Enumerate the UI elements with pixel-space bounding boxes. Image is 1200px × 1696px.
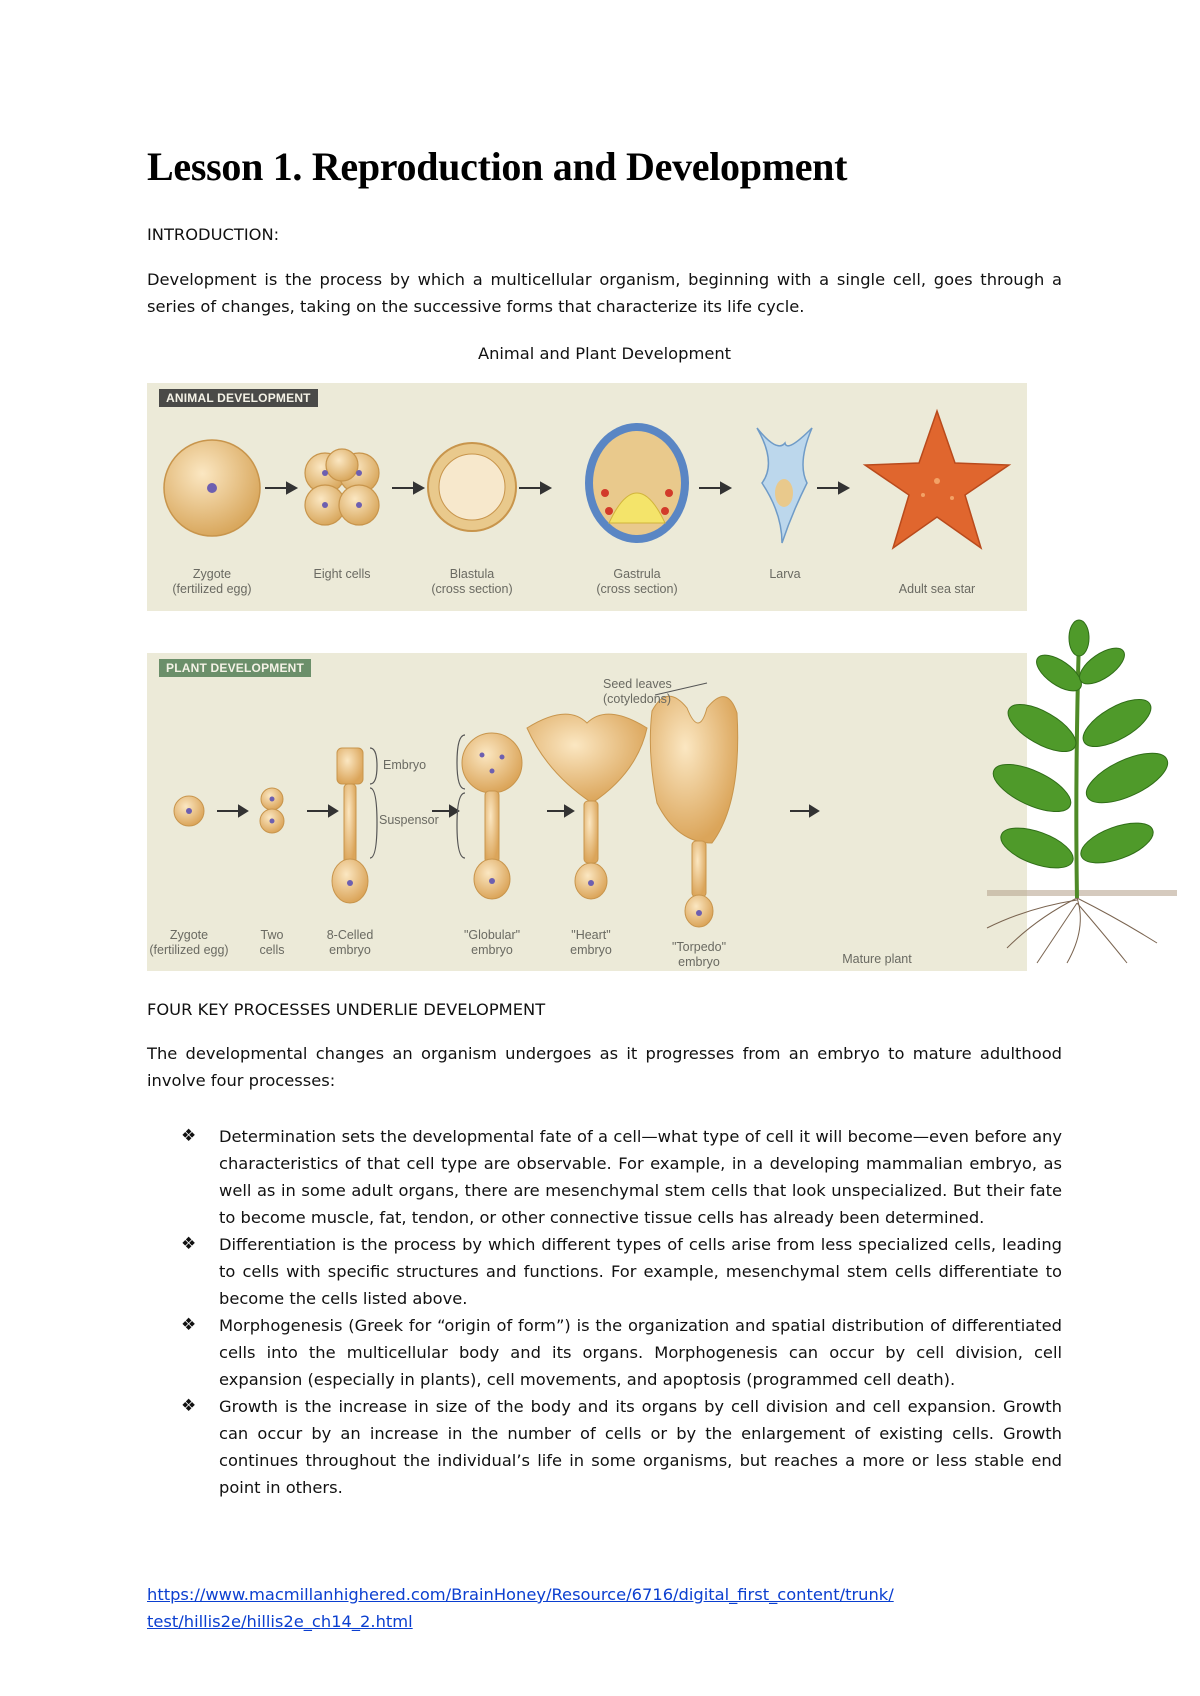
- stage-line: Adult sea star: [898, 582, 976, 596]
- stage-line: Zygote: [169, 928, 209, 942]
- animal-development-label: ANIMAL DEVELOPMENT: [159, 389, 318, 407]
- larva-graphic: [757, 428, 812, 543]
- embryo-label: Embryo: [383, 758, 427, 772]
- blastula-graphic: [428, 443, 516, 531]
- plant-zygote-graphic: [174, 796, 204, 826]
- cotyledons-text: (cotyledons): [603, 692, 672, 706]
- stage-line: Zygote: [192, 567, 232, 581]
- list-item-text: Growth is the increase in size of the body and its organs by cell division and cell expansion. Growth can occur by an increase in the number of cells or by the enlargement of existing cells. Growth continues throughout the individual’s life in some organisms, but reaches a more or less stable end point in others.: [219, 1397, 1062, 1497]
- animal-stage-label-4: [577, 567, 697, 597]
- stage-line: (fertilized egg): [172, 582, 252, 596]
- plant-stage-label-3: [290, 928, 410, 958]
- plant-stage-label-5: [531, 928, 651, 958]
- source-link[interactable]: [147, 1581, 894, 1635]
- seed-leaves-text: Seed leaves: [603, 677, 672, 691]
- sea-star-graphic: [865, 411, 1009, 548]
- stage-line: Two: [260, 928, 284, 942]
- stage-line: (cross section): [431, 582, 513, 596]
- heart-embryo-graphic: [527, 714, 647, 899]
- animal-stage-label-6: [877, 582, 997, 597]
- section-paragraph: The developmental changes an organism undergoes as it progresses from an embryo to mature adulthood involve four processes:: [147, 1044, 1062, 1090]
- mature-plant-graphic: [967, 618, 1200, 968]
- stage-line: (cross section): [596, 582, 678, 596]
- list-item: [147, 1393, 1062, 1501]
- source-link-line-2[interactable]: test/hillis2e/hillis2e_ch14_2.html: [147, 1612, 413, 1631]
- stage-line: "Globular": [463, 928, 521, 942]
- two-cells-graphic: [260, 788, 284, 833]
- eight-cells-graphic: [305, 449, 379, 525]
- embryo-suspensor-brackets: [370, 735, 465, 858]
- stage-line: Gastrula: [613, 567, 661, 581]
- animal-stage-label-1: [152, 567, 272, 597]
- gastrula-graphic: [585, 423, 689, 543]
- stage-line: Mature plant: [842, 952, 912, 966]
- zygote-graphic: [164, 440, 260, 536]
- stage-line: 8-Celled: [326, 928, 374, 942]
- process-list: [147, 1123, 1062, 1501]
- list-item: [147, 1312, 1062, 1393]
- plant-development-illustration: [147, 653, 1027, 971]
- stage-line: cells: [259, 943, 285, 957]
- stage-line: embryo: [471, 943, 513, 957]
- animal-stage-label-3: [412, 567, 532, 597]
- stage-line: "Torpedo": [671, 940, 727, 954]
- stage-line: embryo: [678, 955, 720, 969]
- diamond-bullet-icon: ❖: [181, 1315, 197, 1335]
- page-title: Lesson 1. Reproduction and Development: [147, 144, 848, 189]
- intro-heading: INTRODUCTION:: [147, 225, 280, 244]
- stage-line: "Heart": [571, 928, 611, 942]
- leaves-graphic: [987, 620, 1175, 876]
- list-item-text: Determination sets the developmental fate of a cell—what type of cell it will become—even before any characteristics of that cell type are observable. For example, in a developing mammalian embryo, as well as in some adult organs, there are mesenchymal stem cells that look unspecialized. But their fate to become muscle, fat, tendon, or other connective tissue cells has already been determined.: [219, 1127, 1062, 1227]
- stage-line: (fertilized egg): [149, 943, 229, 957]
- roots-graphic: [987, 898, 1157, 963]
- stage-line: embryo: [570, 943, 612, 957]
- list-item: [147, 1123, 1062, 1231]
- list-item: [147, 1231, 1062, 1312]
- plant-stage-label-6: [639, 940, 759, 970]
- plant-development-label: PLANT DEVELOPMENT: [159, 659, 311, 677]
- animal-stage-label-2: [282, 567, 402, 582]
- diamond-bullet-icon: ❖: [181, 1234, 197, 1254]
- intro-paragraph: Development is the process by which a multicellular organism, beginning with a single cell, goes through a series of changes, taking on the successive forms that characterize its life cycle.: [147, 270, 1062, 316]
- stage-line: Blastula: [449, 567, 495, 581]
- stage-line: Larva: [769, 567, 801, 581]
- stage-line: Eight cells: [313, 567, 371, 581]
- list-item-text: Morphogenesis (Greek for “origin of form”) is the organization and spatial distribution of differentiated cells into the multicellular body and its organs. Morphogenesis can occur by cell division, cell expansion (especially in plants), cell movements, and apoptosis (programmed cell death).: [219, 1316, 1062, 1389]
- figure-caption: Animal and Plant Development: [477, 344, 732, 363]
- source-link-line-1[interactable]: https://www.macmillanhighered.com/BrainHoney/Resource/6716/digital_first_content/trunk/: [147, 1585, 894, 1604]
- torpedo-embryo-graphic: [650, 696, 737, 927]
- section-heading: FOUR KEY PROCESSES UNDERLIE DEVELOPMENT: [147, 1000, 546, 1019]
- stage-line: embryo: [329, 943, 371, 957]
- list-item-text: Differentiation is the process by which different types of cells arise from less specialized cells, leading to cells with specific structures and functions. For example, mesenchymal stem cells differentiate to become the cells listed above.: [219, 1235, 1062, 1308]
- diamond-bullet-icon: ❖: [181, 1396, 197, 1416]
- eight-celled-embryo-graphic: [332, 748, 368, 903]
- plant-development-figure: [147, 653, 1027, 971]
- diamond-bullet-icon: ❖: [181, 1126, 197, 1146]
- globular-embryo-graphic: [462, 733, 522, 899]
- plant-stage-label-7: [817, 952, 937, 967]
- animal-stage-label-5: [725, 567, 845, 582]
- seed-leaves-label: [603, 677, 723, 707]
- suspensor-label: Suspensor: [379, 813, 439, 827]
